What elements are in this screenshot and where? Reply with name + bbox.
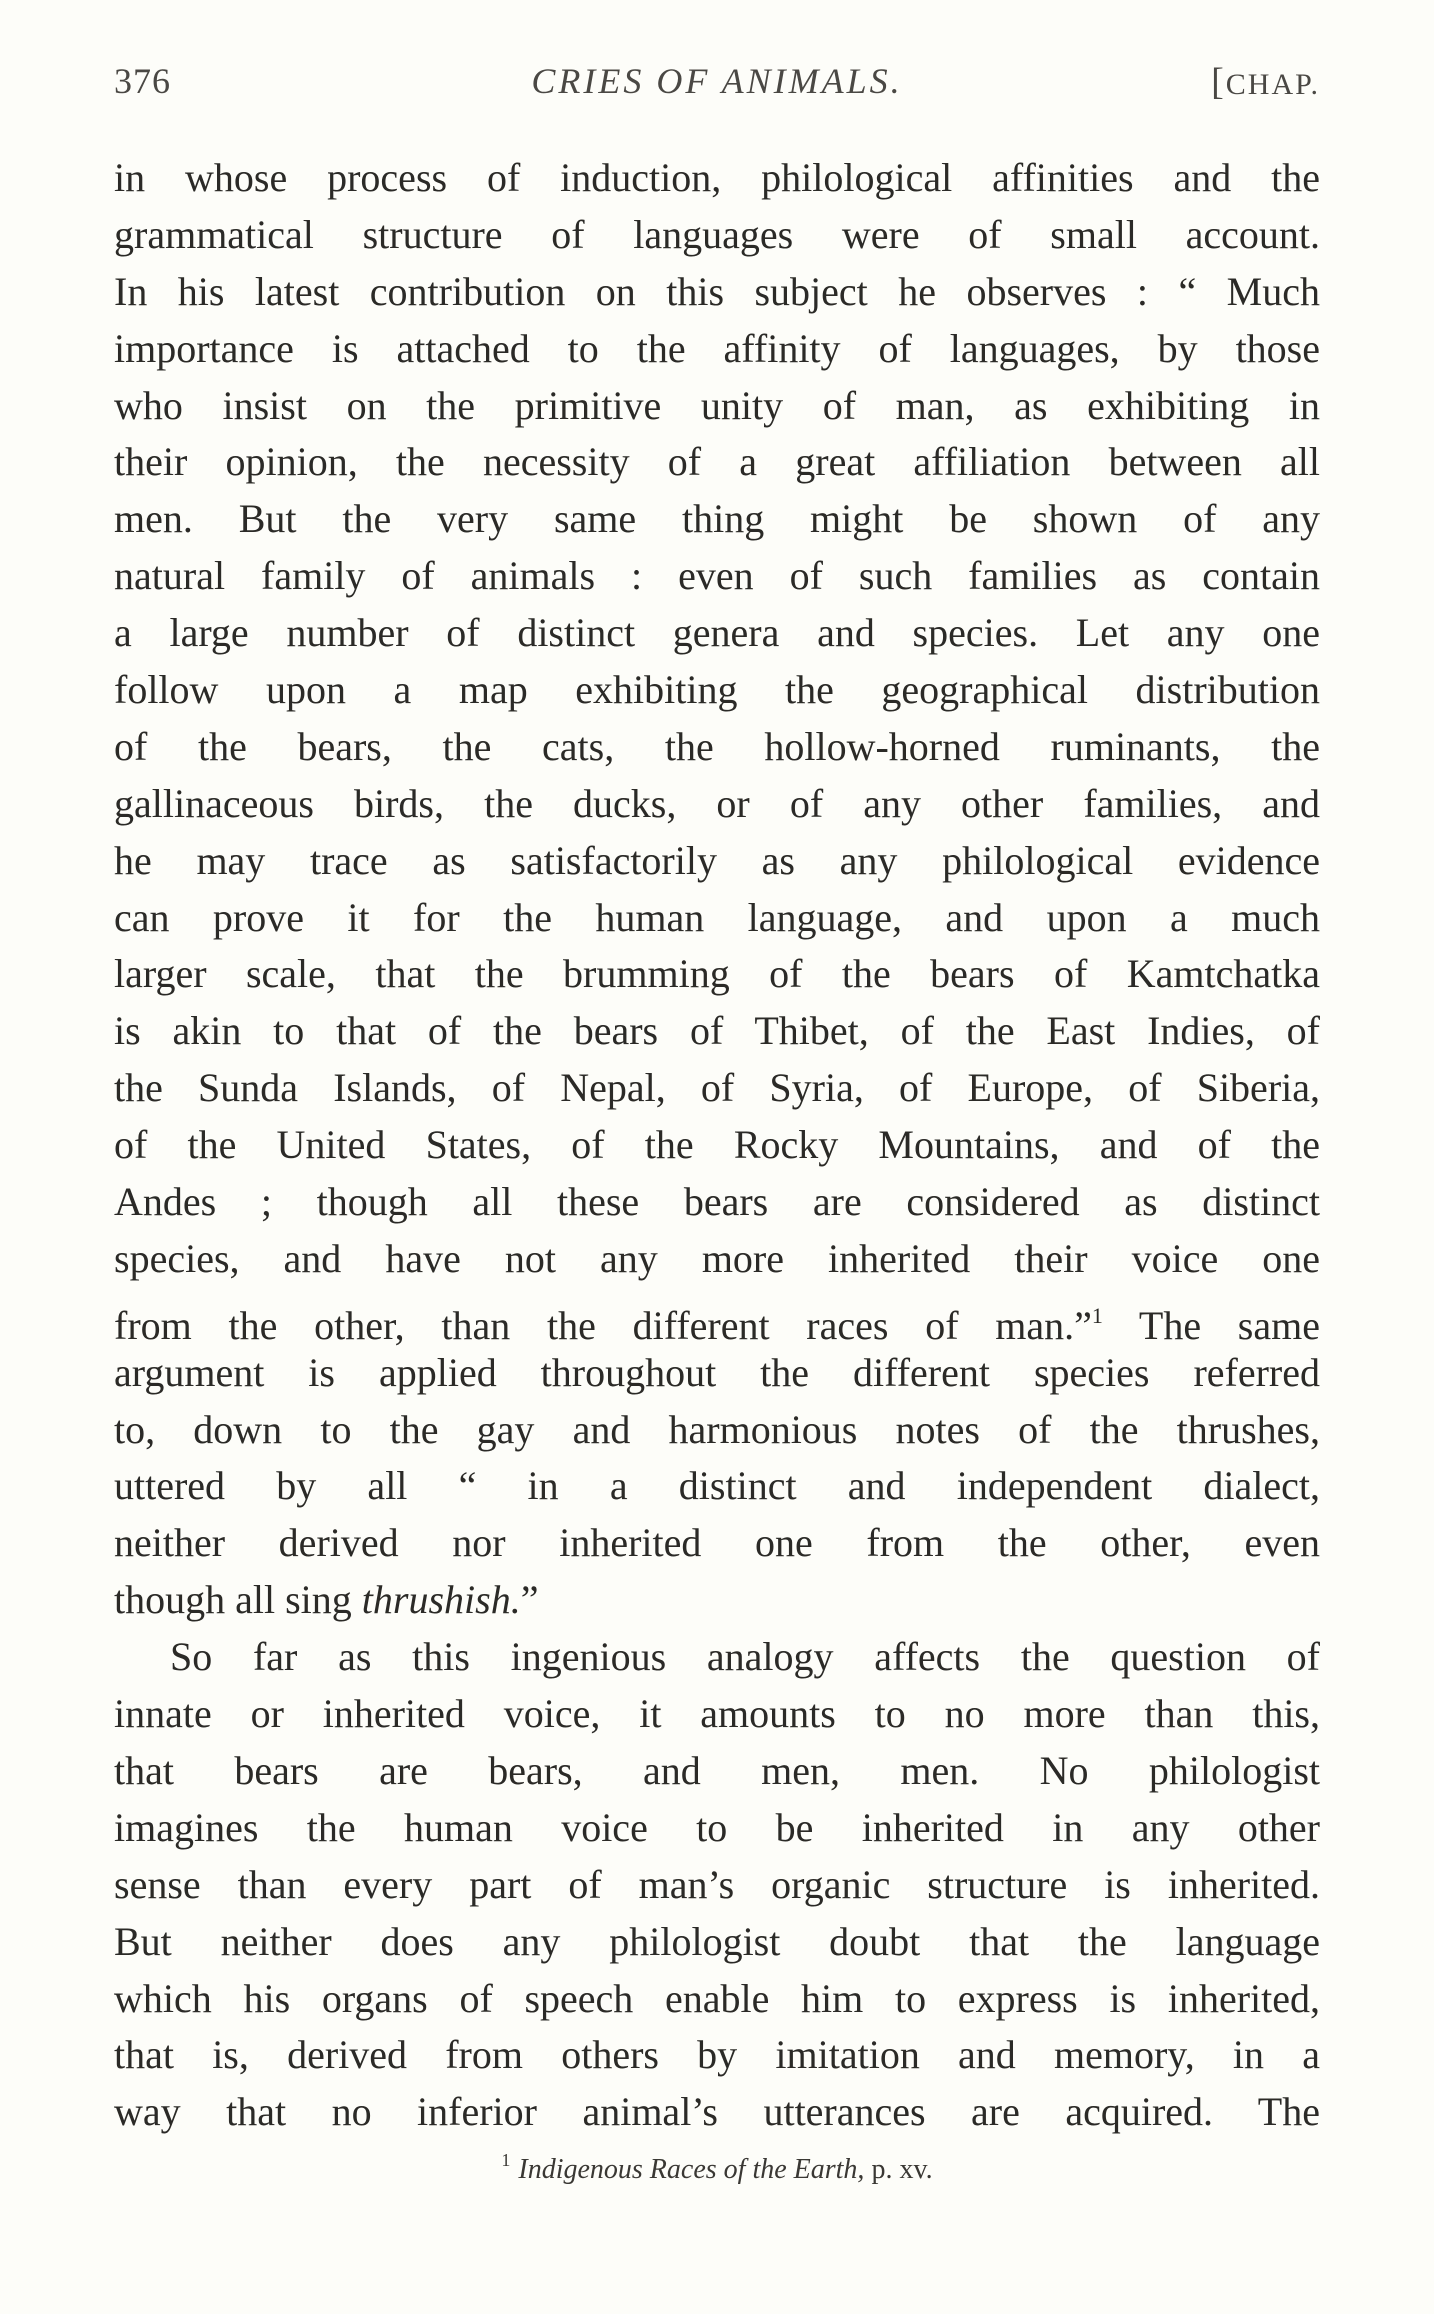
text-line: But neither does any philologist doubt that the language (114, 1918, 1320, 1964)
text-line: of the United States, of the Rocky Mountains, and of the (114, 1122, 1320, 1168)
text-segment: The same (1102, 1302, 1320, 1348)
text-line: in whose process of induction, philological affinities and the (114, 155, 1320, 200)
chapter-mark-label: CHAP. (1225, 68, 1320, 101)
text-line: the Sunda Islands, of Nepal, of Syria, of Europe, of Siberia, (114, 1065, 1320, 1111)
text-line: that bears are bears, and men, men. No philologist (114, 1747, 1320, 1793)
text-line: which his organs of speech enable him to express is inherited, (114, 1975, 1320, 2021)
footnote-marker: 1 (501, 2150, 511, 2170)
text-line: In his latest contribution on this subject he observes : “ Much (114, 268, 1320, 314)
text-line: men. But the very same thing might be shown of any (114, 496, 1320, 542)
body-text (114, 150, 1320, 2141)
chapter-mark: [CHAP. (1211, 61, 1320, 103)
text-line: species, and have not any more inherited their voice one (114, 1235, 1320, 1281)
text-line: gallinaceous birds, the ducks, or of any other families, and (114, 780, 1320, 826)
closing-quote: ” (520, 1577, 539, 1623)
paragraph-end-line (114, 1572, 1320, 1629)
text-line: to, down to the gay and harmonious notes of the thrushes, (114, 1406, 1320, 1452)
footnote (0, 2150, 1434, 2186)
text-line: way that no inferior animal’s utterances are acquired. The (114, 2089, 1320, 2135)
text-line: a large number of distinct genera and species. Let any one (114, 610, 1320, 656)
text-line: innate or inherited voice, it amounts to no more than this, (114, 1691, 1320, 1737)
text-line: natural family of animals : even of such families as contain (114, 553, 1320, 599)
text-line: importance is attached to the affinity of languages, by those (114, 325, 1320, 371)
text-line: is akin to that of the bears of Thibet, of the East Indies, of (114, 1008, 1320, 1054)
text-line: sense than every part of man’s organic structure is inherited. (114, 1861, 1320, 1907)
running-title: CRIES OF ANIMALS. (531, 61, 903, 101)
paragraph-start-line: So far as this ingenious analogy affects the question of (170, 1634, 1320, 1680)
text-line-with-footnote (114, 1288, 1320, 1348)
text-line: larger scale, that the brumming of the bears of Kamtchatka (114, 951, 1320, 997)
text-line: imagines the human voice to be inherited in any other (114, 1804, 1320, 1850)
page-header (114, 60, 1320, 120)
page-number: 376 (114, 61, 171, 101)
footnote-page-ref: p. xv. (864, 2154, 933, 2185)
italic-word: thrushish. (361, 1577, 521, 1623)
footnote-source-title: Indigenous Races of the Earth, (518, 2154, 865, 2185)
text-line: neither derived nor inherited one from the other, even (114, 1520, 1320, 1566)
text-line: that is, derived from others by imitation and memory, in a (114, 2032, 1320, 2078)
text-segment: from the other, than the different races of man.” (114, 1302, 1092, 1348)
text-line: follow upon a map exhibiting the geographical distribution (114, 667, 1320, 713)
text-line: Andes ; though all these bears are considered as distinct (114, 1179, 1320, 1225)
text-line: can prove it for the human language, and upon a much (114, 894, 1320, 940)
text-line: grammatical structure of languages were of small account. (114, 211, 1320, 257)
text-line: argument is applied throughout the different species referred (114, 1349, 1320, 1395)
text-line: of the bears, the cats, the hollow-horned ruminants, the (114, 723, 1320, 769)
text-segment: though all sing (114, 1577, 362, 1623)
text-line: he may trace as satisfactorily as any philological evidence (114, 837, 1320, 883)
text-line: their opinion, the necessity of a great affiliation between all (114, 439, 1320, 485)
text-line: uttered by all “ in a distinct and independent dialect, (114, 1463, 1320, 1509)
footnote-reference: 1 (1091, 1302, 1103, 1328)
text-line: who insist on the primitive unity of man, as exhibiting in (114, 382, 1320, 428)
